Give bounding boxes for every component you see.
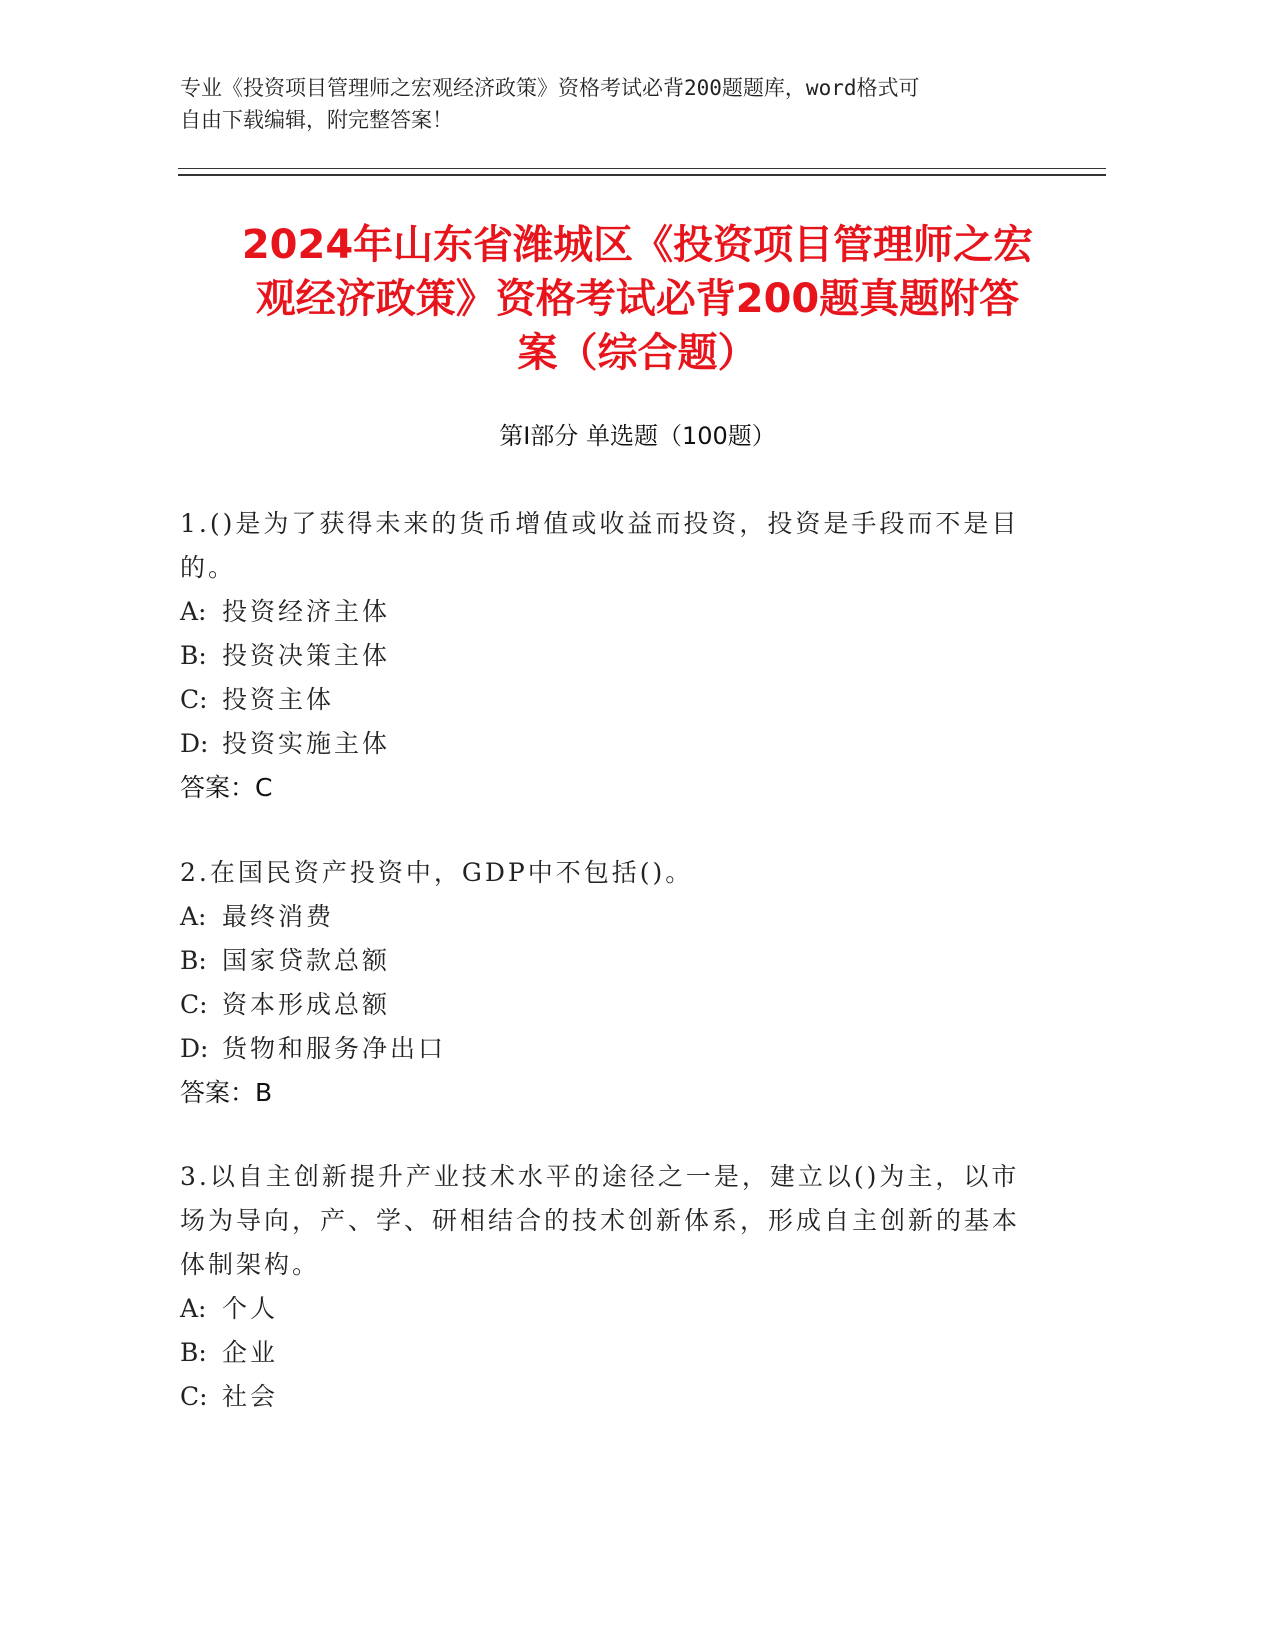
question-stem	[180, 502, 1040, 590]
header-note	[180, 72, 1040, 136]
question-stem-line: 3.以自主创新提升产业技术水平的途径之一是，建立以()为主，以市	[180, 1162, 1020, 1191]
option-text: 投资决策主体	[222, 641, 391, 670]
option-text: 个人	[222, 1294, 279, 1323]
option-b	[180, 634, 1040, 678]
option-letter: C:	[180, 1382, 208, 1411]
option-letter: B:	[180, 1338, 207, 1367]
option-text: 投资主体	[222, 685, 335, 714]
question-stem-line: 体制架构。	[180, 1250, 321, 1279]
question-stem-line: 的。	[180, 553, 237, 582]
option-text: 资本形成总额	[222, 990, 391, 1019]
option-c	[180, 983, 1040, 1027]
question-stem	[180, 1155, 1040, 1287]
title-line-3: 案（综合题）	[517, 330, 758, 376]
answer-label: 答案：B	[180, 1078, 273, 1107]
option-text: 投资经济主体	[222, 597, 391, 626]
option-letter: B:	[180, 641, 207, 670]
title-line-2: 观经济政策》资格考试必背200题真题附答	[255, 276, 1020, 322]
option-letter: A:	[180, 902, 207, 931]
option-d	[180, 1027, 1040, 1071]
question-1	[180, 502, 1040, 810]
option-c	[180, 1375, 1040, 1419]
question-stem-line: 场为导向，产、学、研相结合的技术创新体系，形成自主创新的基本	[180, 1206, 1021, 1235]
question-2	[180, 851, 1040, 1115]
option-a	[180, 895, 1040, 939]
option-letter: D:	[180, 1034, 209, 1063]
option-d	[180, 722, 1040, 766]
title-line-1: 2024年山东省潍城区《投资项目管理师之宏	[241, 222, 1034, 268]
option-a	[180, 590, 1040, 634]
option-letter: A:	[180, 597, 207, 626]
option-text: 最终消费	[222, 902, 335, 931]
header-divider-thick	[178, 174, 1106, 176]
header-note-line-1: 专业《投资项目管理师之宏观经济政策》资格考试必背200题题库，word格式可	[180, 76, 920, 100]
option-c	[180, 678, 1040, 722]
question-stem	[180, 851, 1040, 895]
option-letter: C:	[180, 990, 208, 1019]
document-title	[170, 218, 1105, 380]
header-note-line-2: 自由下载编辑，附完整答案！	[180, 108, 453, 132]
option-letter: C:	[180, 685, 208, 714]
option-b	[180, 939, 1040, 983]
option-letter: D:	[180, 729, 209, 758]
header-divider-thin	[178, 168, 1106, 169]
option-b	[180, 1331, 1040, 1375]
option-letter: B:	[180, 946, 207, 975]
option-text: 企业	[222, 1338, 279, 1367]
option-text: 社会	[222, 1382, 279, 1411]
question-stem-line: 2.在国民资产投资中，GDP中不包括()。	[180, 858, 694, 887]
answer-label: 答案：C	[180, 773, 273, 802]
question-3	[180, 1155, 1040, 1419]
option-text: 国家贷款总额	[222, 946, 391, 975]
option-text: 货物和服务净出口	[222, 1034, 447, 1063]
option-a	[180, 1287, 1040, 1331]
option-letter: A:	[180, 1294, 207, 1323]
question-stem-line: 1.()是为了获得未来的货币增值或收益而投资，投资是手段而不是目	[180, 509, 1020, 538]
section-heading: 第Ⅰ部分 单选题（100题）	[499, 422, 776, 450]
option-text: 投资实施主体	[222, 729, 391, 758]
